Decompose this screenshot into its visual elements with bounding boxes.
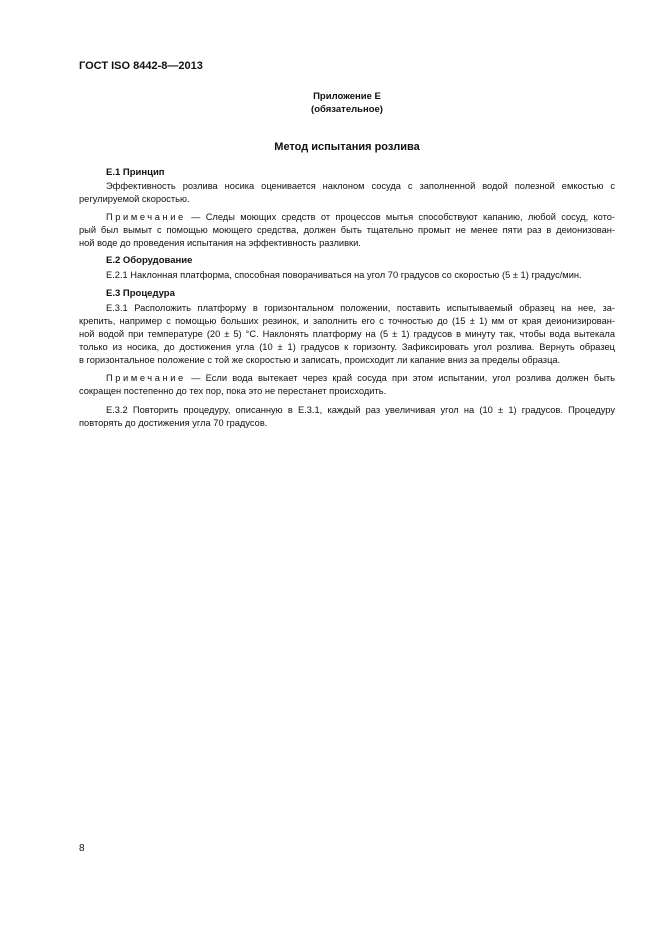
line-text: рый был вымыт с помощью моющего средства, должен быть тщательно промыт не менее пяти раз в деионизован- bbox=[79, 225, 615, 235]
line-text: — Следы моющих средств от процессов мытья способствуют капанию, любой сосуд, кото- bbox=[185, 212, 615, 222]
line-text: Е.2.1 Наклонная платформа, способная поворачиваться на угол 70 градусов со скоростью (5 ± 1) градус/мин. bbox=[106, 270, 582, 280]
page-number: 8 bbox=[79, 843, 85, 854]
text-line bbox=[79, 341, 615, 354]
heading-e1: Е.1 Принцип bbox=[106, 167, 165, 178]
text-line bbox=[79, 193, 615, 206]
line-text: Е.3.1 Расположить платформу в горизонтальном положении, поставить испытываемый образец на нее, за- bbox=[106, 303, 615, 313]
note-label: Примечание bbox=[106, 373, 186, 383]
line-text: повторять до достижения угла 70 градусов. bbox=[79, 418, 268, 428]
text-line bbox=[79, 385, 615, 398]
heading-e3: Е.3 Процедура bbox=[106, 288, 175, 299]
text-line bbox=[79, 211, 615, 224]
line-text: ной воде до проведения испытания на эффективность разливки. bbox=[79, 238, 361, 248]
note-label: Примечание bbox=[106, 212, 186, 222]
text-line bbox=[79, 180, 615, 193]
text-line bbox=[79, 417, 615, 430]
line-text: Е.3.2 Повторить процедуру, описанную в Е.3.1, каждый раз увеличивая угол на (10 ± 1) градусов. Процедуру bbox=[106, 405, 615, 415]
annex-status: (обязательное) bbox=[311, 104, 383, 115]
paragraph-e3-2 bbox=[79, 404, 615, 430]
line-text: ной водой при температуре (20 ± 5) °С. Наклонять платформу на (5 ± 1) градусов в минуту так, чтобы вода вытекала bbox=[79, 329, 615, 339]
section-title: Метод испытания розлива bbox=[274, 141, 420, 153]
text-line bbox=[79, 354, 615, 367]
text-line bbox=[79, 315, 615, 328]
note-e3 bbox=[79, 372, 615, 398]
heading-e2: Е.2 Оборудование bbox=[106, 255, 193, 266]
line-text: только из носика, до достижения угла (10 ± 1) градусов к горизонту. Зафиксировать угол розлива. Вернуть образец bbox=[79, 342, 615, 352]
line-text: сокращен постепенно до тех пор, пока это не перестанет происходить. bbox=[79, 386, 387, 396]
text-line bbox=[79, 269, 615, 282]
text-line bbox=[79, 302, 615, 315]
line-text: Эффективность розлива носика оценивается наклоном сосуда с заполненной водой полезной емкостью с bbox=[106, 181, 615, 191]
line-text: в горизонтальное положение с той же скоростью и записать, происходит ли капание вниз за пределы образца. bbox=[79, 355, 561, 365]
text-line bbox=[79, 372, 615, 385]
text-line bbox=[79, 237, 615, 250]
line-text: крепить, например с помощью больших резинок, и заполнить его с точностью до (15 ± 1) мм от края деионизирован- bbox=[79, 316, 615, 326]
text-line bbox=[79, 404, 615, 417]
paragraph-e2-1 bbox=[79, 269, 615, 282]
paragraph-e3-1 bbox=[79, 302, 615, 367]
text-line bbox=[79, 224, 615, 237]
line-text: — Если вода вытекает через край сосуда при этом испытании, угол розлива должен быть bbox=[185, 373, 615, 383]
note-e1 bbox=[79, 211, 615, 250]
text-line bbox=[79, 328, 615, 341]
document-code: ГОСТ ISO 8442-8—2013 bbox=[79, 60, 203, 72]
paragraph-e1 bbox=[79, 180, 615, 206]
annex-title: Приложение Е bbox=[313, 91, 381, 102]
line-text: регулируемой скоростью. bbox=[79, 194, 190, 204]
